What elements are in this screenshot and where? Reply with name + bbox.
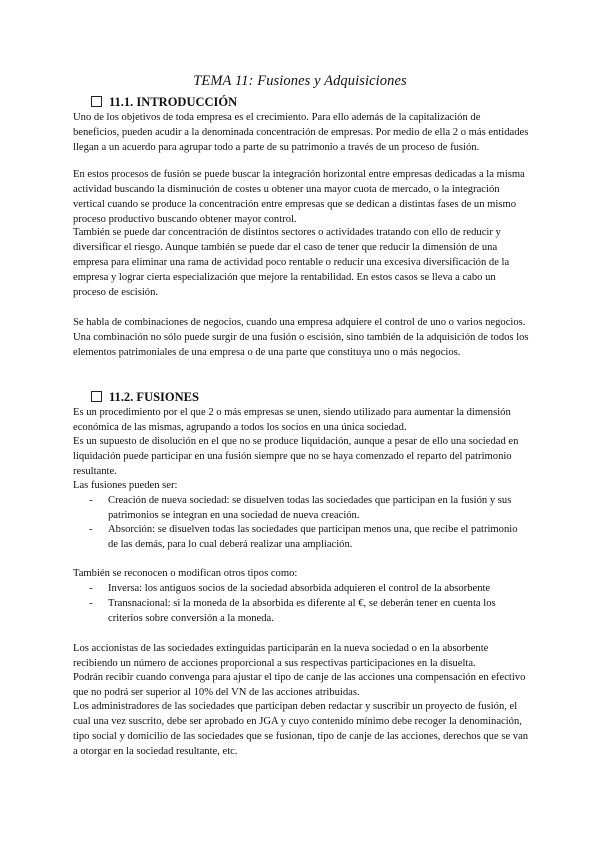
list-dash: - <box>89 495 93 506</box>
list-item-text: Inversa: los antiguos socios de la sociedad absorbida adquieren el control de la absorbente <box>108 583 491 594</box>
paragraph: También se reconocen o modifican otros tipos como: <box>73 568 298 579</box>
paragraph: Es un procedimiento por el que 2 o más empresas se unen, siendo utilizado para aumentar la dimensión económica de las mismas, agrupando a todos los socios en una única sociedad. <box>73 407 511 433</box>
list-item-text: Transnacional: si la moneda de la absorbida es diferente al €, se deberán tener en cuenta los criterios sobre conversión a la moneda. <box>108 598 496 624</box>
section-heading-introduccion <box>91 94 237 110</box>
section-heading-text: 11.2. FUSIONES <box>109 390 199 404</box>
paragraph: Las fusiones pueden ser: <box>73 480 178 491</box>
paragraph: Es un supuesto de disolución en el que no se produce liquidación, aunque a pesar de ello una sociedad en liquidación puede participar en una fusión siempre que no se haya comenzado el reparto del patrimonio resultante. <box>73 436 519 477</box>
list-item-text: Creación de nueva sociedad: se disuelven todas las sociedades que participan en la fusión y sus patrimonios se integran en una sociedad de nueva creación. <box>108 495 512 521</box>
checkbox-square-icon <box>91 96 102 107</box>
paragraph: Los accionistas de las sociedades extinguidas participarán en la nueva sociedad o en la absorbente recibiendo un número de acciones proporcional a sus respectivas participaciones en la disuelta. <box>73 643 489 669</box>
paragraph: También se puede dar concentración de distintos sectores o actividades tratando con ello de reducir y diversificar el riesgo. Aunque también se puede dar el caso de tener que reducir la dimensión de una empresa para eliminar una rama de actividad poco rentable o reducir una excesiva diversificación de la empresa y lograr cierta especialización que mejore la rentabilidad. En estos casos se lleva a cabo un proceso de escisión. <box>73 227 510 298</box>
section-heading-text: 11.1. INTRODUCCIÓN <box>109 95 238 109</box>
list-item-text: Absorción: se disuelven todas las sociedades que participan menos una, que recibe el patrimonio de las demás, para lo cual deberá realizar una ampliación. <box>108 524 518 550</box>
list-dash: - <box>89 583 93 594</box>
paragraph: Podrán recibir cuando convenga para ajustar el tipo de canje de las acciones una compensación en efectivo que no podrá ser superior al 10% del VN de las acciones atribuidas. <box>73 672 526 698</box>
list-dash: - <box>89 598 93 609</box>
checkbox-square-icon <box>91 391 102 402</box>
paragraph: Uno de los objetivos de toda empresa es el crecimiento. Para ello además de la capitalización de beneficios, pueden acudir a la denominada concentración de empresas. Por medio de ella 2 o más entidades llegan a un acuerdo para agrupar todo a parte de su patrimonio a través de un proceso de fusión. <box>73 112 529 153</box>
paragraph: Se habla de combinaciones de negocios, cuando una empresa adquiere el control de uno o varios negocios. Una combinación no sólo puede surgir de una fusión o escisión, sino también de la adquisición de todos los elementos patrimoniales de una empresa o de una parte que constituya uno o más negocios. <box>73 317 529 358</box>
paragraph: En estos procesos de fusión se puede buscar la integración horizontal entre empresas dedicadas a la misma actividad buscando la disminución de costes u obtener una mayor cuota de mercado, o la integración vertical cuando se produce la concentración entre empresas que se dedican a distintas fases de un mismo proceso productivo buscando obtener mayor control. <box>73 169 525 225</box>
paragraph: Los administradores de las sociedades que participan deben redactar y suscribir un proyecto de fusión, el cual una vez suscrito, debe ser aprobado en JGA y cuyo contenido mínimo debe recoger la denominación, tipo social y domicilio de las sociedades que se fusionan, tipo de canje de las acciones, derechos que se van a otorgar en la sociedad resultante, etc. <box>73 701 529 757</box>
section-heading-fusiones <box>91 389 199 405</box>
list-dash: - <box>89 524 93 535</box>
page-title: TEMA 11: Fusiones y Adquisiciones <box>193 73 407 89</box>
